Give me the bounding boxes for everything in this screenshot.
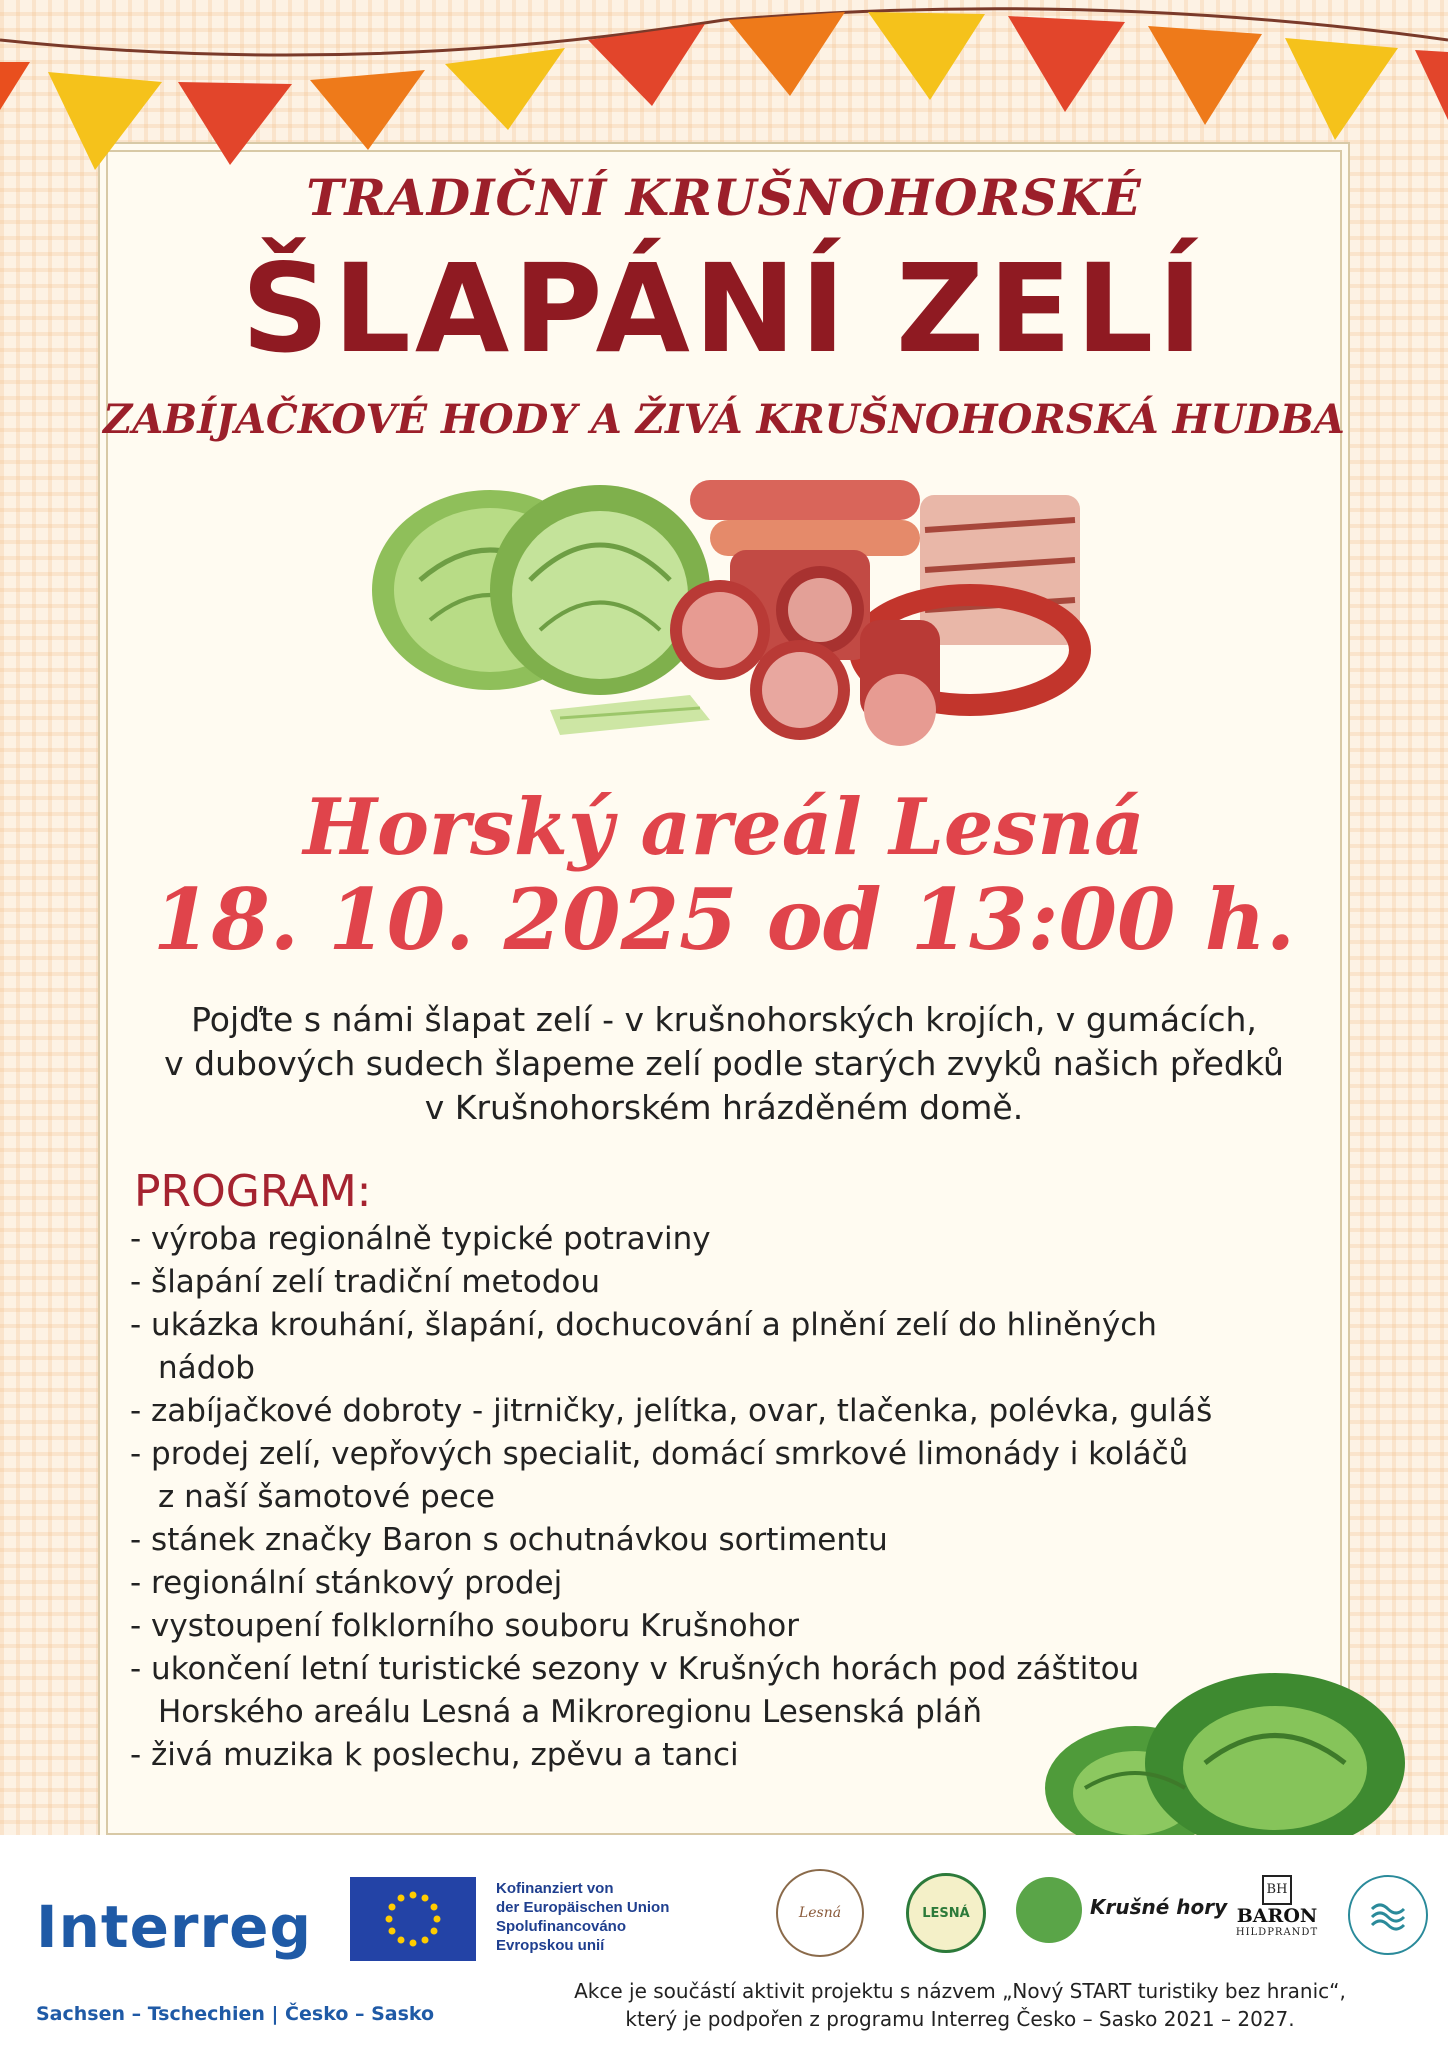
eu-cofinance-text bbox=[496, 1879, 669, 1955]
poster-subtitle: ZABÍJAČKOVÉ HODY A ŽIVÁ KRUŠNOHORSKÁ HUDBA bbox=[103, 396, 1345, 443]
program-item-text: - živá muzika k poslechu, zpěvu a tanci bbox=[130, 1737, 739, 1773]
program-item-text: - výroba regionálně typické potraviny bbox=[130, 1221, 711, 1257]
program-item bbox=[130, 1218, 1280, 1261]
program-item bbox=[130, 1562, 1280, 1605]
program-item-text: - ukončení letní turistické sezony v Krušných horách pod záštitou bbox=[130, 1651, 1140, 1687]
program-item bbox=[130, 1433, 1280, 1519]
program-item-text: - vystoupení folklorního souboru Krušnohor bbox=[130, 1608, 799, 1644]
event-datetime: 18. 10. 2025 od 13:00 h. bbox=[152, 870, 1296, 969]
horsky-klub-logo-text: LESNÁ bbox=[922, 1905, 970, 1921]
program-heading: PROGRAM: bbox=[134, 1166, 372, 1217]
sponsor-footer bbox=[0, 1835, 1448, 2048]
eu-text-line: Spolufinancováno bbox=[496, 1918, 627, 1935]
bunting-garland bbox=[0, 0, 1448, 190]
horsky-klub-logo bbox=[906, 1873, 986, 1953]
program-item-text: - zabíjačkové dobroty - jitrničky, jelítka, ovar, tlačenka, polévka, guláš bbox=[130, 1393, 1213, 1429]
program-item bbox=[130, 1261, 1280, 1304]
program-item-text: - stánek značky Baron s ochutnávkou sortimentu bbox=[130, 1522, 888, 1558]
bunting-flag bbox=[310, 70, 425, 150]
bunting-flag bbox=[1008, 16, 1125, 112]
program-item-text: - šlapání zelí tradiční metodou bbox=[130, 1264, 601, 1300]
poster-title: ŠLAPÁNÍ ZELÍ bbox=[241, 238, 1207, 380]
intro-line: v dubových sudech šlapeme zelí podle starých zvyků našich předků bbox=[164, 1044, 1284, 1083]
program-item-continuation: z naší šamotové pece bbox=[158, 1479, 495, 1515]
krusne-hory-logo-text: Krušné hory bbox=[1090, 1895, 1228, 1919]
program-item bbox=[130, 1304, 1280, 1390]
wave-icon bbox=[1368, 1895, 1408, 1935]
interreg-logo: Interreg bbox=[36, 1893, 312, 1961]
cabbage-decoration bbox=[1045, 1668, 1405, 1843]
intro-text bbox=[120, 998, 1328, 1130]
footnote-line: který je podpořen z programu Interreg Česko – Sasko 2021 – 2027. bbox=[625, 2007, 1295, 2031]
cabbage-sausage-illustration bbox=[360, 460, 1100, 760]
bunting-flag bbox=[445, 48, 565, 130]
bunting-flag bbox=[0, 62, 30, 110]
program-item bbox=[130, 1519, 1280, 1562]
eu-text-line: Evropskou unií bbox=[496, 1937, 605, 1954]
bunting-flag bbox=[1415, 50, 1448, 120]
interreg-region: Sachsen – Tschechien | Česko – Sasko bbox=[36, 2003, 435, 2025]
bunting-flag bbox=[48, 72, 162, 170]
bunting-flag bbox=[178, 82, 292, 165]
program-item-text: - regionální stánkový prodej bbox=[130, 1565, 563, 1601]
baron-logo bbox=[1232, 1875, 1322, 1938]
bunting-flag bbox=[728, 12, 845, 96]
bunting-flag bbox=[1148, 26, 1262, 125]
intro-line: Pojďte s námi šlapat zelí - v krušnohorských krojích, v gumácích, bbox=[191, 1000, 1257, 1039]
krusne-hory-logo-icon bbox=[1016, 1877, 1082, 1943]
program-item bbox=[130, 1390, 1280, 1433]
lesna-areal-logo-text: Lesná bbox=[798, 1905, 842, 1921]
krusnohori-region-logo bbox=[1348, 1875, 1428, 1955]
bunting-flag bbox=[868, 12, 985, 100]
baron-sub: HILDPRANDT bbox=[1235, 1927, 1319, 1938]
footnote-line: Akce je součástí aktivit projektu s názvem „Nový START turistiky bez hranic“, bbox=[574, 1979, 1346, 2003]
program-item-continuation: nádob bbox=[158, 1350, 255, 1386]
eu-flag-icon bbox=[350, 1877, 476, 1961]
event-venue: Horský areál Lesná bbox=[303, 782, 1145, 873]
eu-text-line: der Europäischen Union bbox=[496, 1899, 670, 1916]
bunting-flag bbox=[1285, 38, 1398, 140]
program-item-text: - ukázka krouhání, šlapání, dochucování a plnění zelí do hliněných bbox=[130, 1307, 1157, 1343]
baron-name: BARON bbox=[1236, 1905, 1318, 1927]
eu-text-line: Kofinanziert von bbox=[496, 1880, 614, 1897]
project-footnote bbox=[500, 1977, 1420, 2033]
poster-kicker: TRADIČNÍ KRUŠNOHORSKÉ bbox=[306, 168, 1142, 227]
intro-line: v Krušnohorském hrázděném domě. bbox=[424, 1088, 1024, 1127]
program-item-text: - prodej zelí, vepřových specialit, domácí smrkové limonády i koláčů bbox=[130, 1436, 1189, 1472]
program-item bbox=[130, 1605, 1280, 1648]
baron-monogram: BH bbox=[1262, 1875, 1292, 1905]
program-item-continuation: Horského areálu Lesná a Mikroregionu Lesenská pláň bbox=[158, 1694, 982, 1730]
lesna-areal-logo bbox=[776, 1869, 864, 1957]
